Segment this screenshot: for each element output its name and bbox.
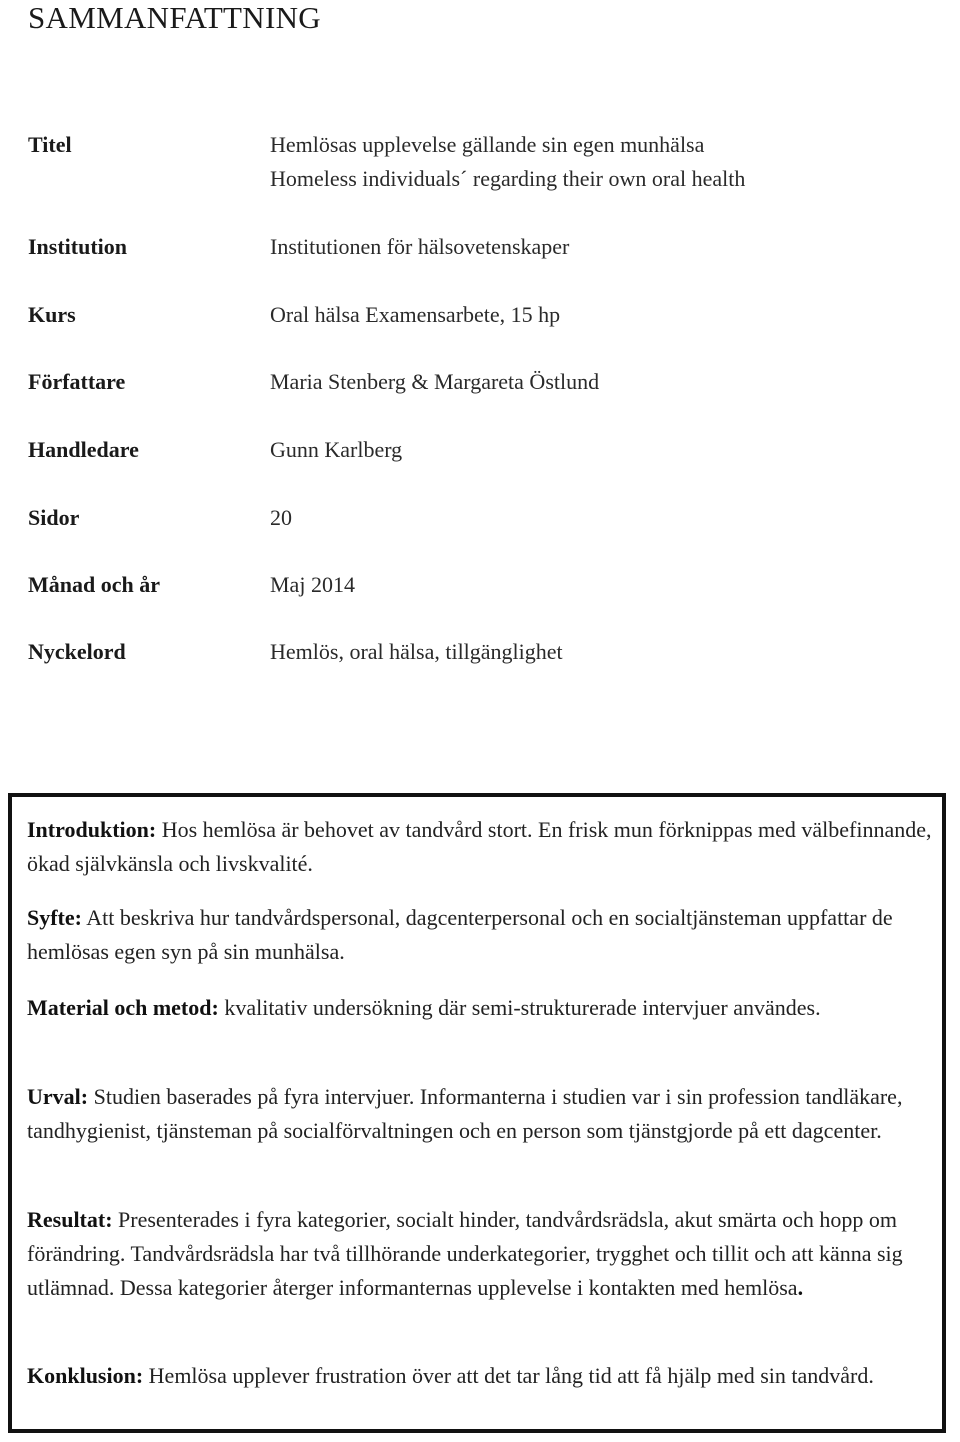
intro-paragraph	[27, 813, 932, 881]
sample-text: Studien baserades på fyra intervjuer. Informanterna i studien var i sin profession tandläkare, tandhygienist, tjänsteman på socialförvaltningen och en person som tjänstgjorde på ett dagcenter.	[27, 1084, 903, 1143]
keywords-label: Nyckelord	[28, 639, 126, 664]
pages-value: 20	[270, 505, 292, 530]
results-end: .	[797, 1275, 804, 1300]
results-label: Resultat:	[27, 1207, 113, 1232]
authors-value: Maria Stenberg & Margareta Östlund	[270, 369, 600, 394]
abstract-box	[8, 793, 946, 1433]
supervisor-label: Handledare	[28, 437, 139, 462]
course-label: Kurs	[28, 302, 76, 327]
aim-label: Syfte:	[27, 905, 82, 930]
method-text: kvalitativ undersökning där semi-strukturerade intervjuer användes.	[224, 995, 821, 1020]
results-text: Presenterades i fyra kategorier, socialt hinder, tandvårdsrädsla, akut smärta och hopp om förändring. Tandvårdsrädsla har två tillhörande underkategorier, trygghet och tillit och att känna sig utlämnad. Dessa kategorier återger informanternas upplevelse i kontakten med hemlösa	[27, 1207, 903, 1300]
pages-label: Sidor	[28, 505, 80, 530]
page-heading: SAMMANFATTNING	[28, 0, 321, 35]
conclusion-text: Hemlösa upplever frustration över att det tar lång tid att få hjälp med sin tandvård.	[148, 1363, 874, 1388]
date-value: Maj 2014	[270, 572, 355, 597]
sample-paragraph	[27, 1080, 932, 1148]
method-label: Material och metod:	[27, 995, 219, 1020]
title-swedish: Hemlösas upplevelse gällande sin egen munhälsa	[270, 132, 705, 157]
supervisor-value: Gunn Karlberg	[270, 437, 403, 462]
aim-text: Att beskriva hur tandvårdspersonal, dagcenterpersonal och en socialtjänsteman uppfattar de hemlösas egen syn på sin munhälsa.	[27, 905, 893, 964]
intro-label: Introduktion:	[27, 817, 157, 842]
title-english: Homeless individuals´ regarding their own oral health	[270, 166, 746, 191]
authors-label: Författare	[28, 369, 126, 394]
conclusion-paragraph	[27, 1359, 932, 1393]
course-value: Oral hälsa Examensarbete, 15 hp	[270, 302, 561, 327]
aim-paragraph	[27, 901, 932, 969]
intro-text: Hos hemlösa är behovet av tandvård stort. En frisk mun förknippas med välbefinnande, ökad självkänsla och livskvalité.	[27, 817, 932, 876]
institution-label: Institution	[28, 234, 128, 259]
title-label: Titel	[28, 132, 72, 157]
method-paragraph	[27, 991, 932, 1025]
institution-value: Institutionen för hälsovetenskaper	[270, 234, 570, 259]
keywords-value: Hemlös, oral hälsa, tillgänglighet	[270, 639, 563, 664]
sample-label: Urval:	[27, 1084, 89, 1109]
date-label: Månad och år	[28, 572, 160, 597]
results-paragraph	[27, 1203, 932, 1305]
title-value	[270, 128, 745, 196]
conclusion-label: Konklusion:	[27, 1363, 144, 1388]
